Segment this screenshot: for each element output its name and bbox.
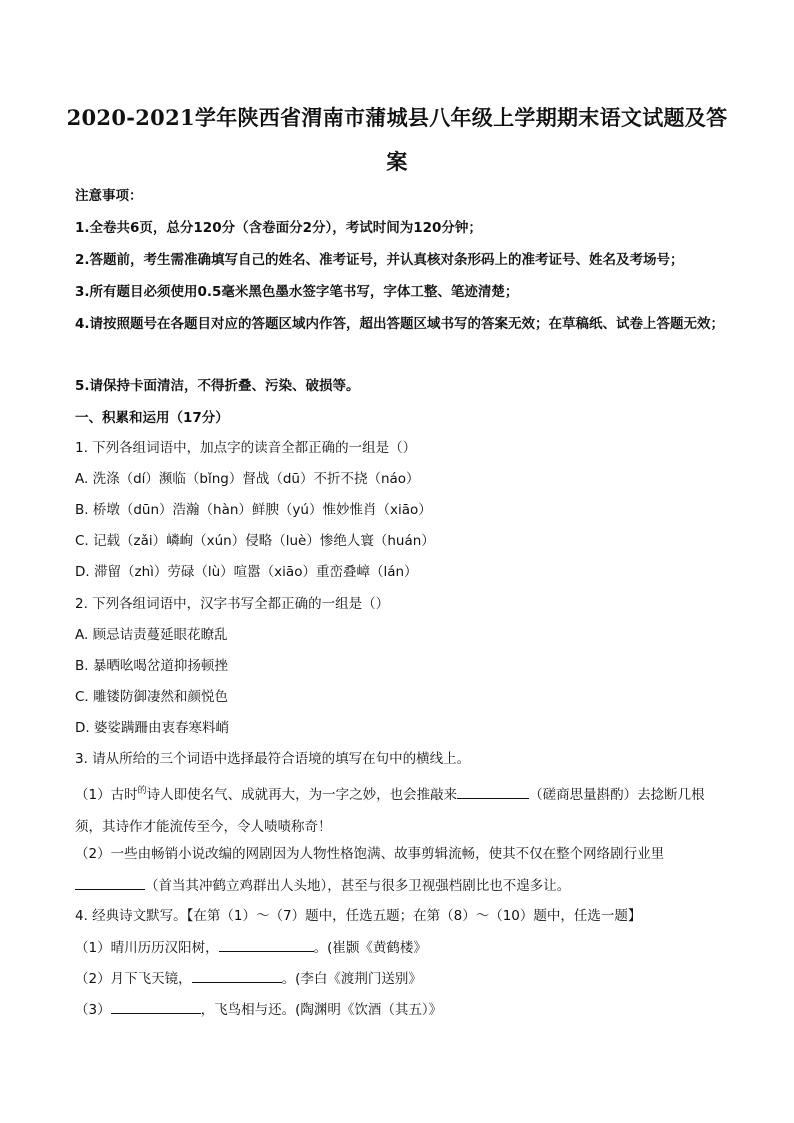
notice-item-5: 5.请保持卡面清洁，不得折叠、污染、破损等。 (75, 378, 360, 394)
q4-l2-text-a: （2）月下飞天镜， (75, 971, 192, 987)
q4-l3-text-b: ，飞鸟相与还。(陶渊明《饮酒（其五）》 (200, 1002, 443, 1018)
q4-l1-text-b: 。(崔颢《黄鹤楼》 (313, 940, 427, 956)
document-title: 2020-2021学年陕西省渭南市蒲城县八年级上学期期末语文试题及答案 (66, 105, 728, 174)
q1-option-c: C. 记载（zǎi）嶙峋（xún）侵略（luè）惨绝人寰（huán） (75, 533, 435, 549)
q4-stem: 4. 经典诗文默写。【在第（1）～（7）题中，任选五题；在第（8）～（10）题中，任选一题】 (75, 908, 642, 924)
q4-item-1 (75, 937, 725, 958)
q3-p1-text-a: （1）古时 (75, 787, 138, 803)
q2-option-c: C. 雕镂防御凄然和颜悦色 (75, 689, 229, 705)
q2-option-d: D. 婆娑蹒跚由衷春寒料峭 (75, 720, 229, 736)
q2-option-a: A. 顾忌诘责蔓延眼花瞭乱 (75, 627, 228, 643)
q4-l3-answer-blank[interactable] (111, 999, 201, 1014)
notice-item-1: 1.全卷共6页，总分120分（含卷面分2分），考试时间为120分钟； (75, 220, 482, 236)
q3-stem: 3. 请从所给的三个词语中选择最符合语境的填写在句中的横线上。 (75, 751, 471, 767)
q1-stem: 1. 下列各组词语中，加点字的读音全都正确的一组是（） (75, 440, 417, 456)
q4-item-3 (75, 999, 725, 1020)
q2-option-b: B. 暴晒吆喝岔道抑扬顿挫 (75, 658, 228, 674)
q1-option-b: B. 桥墩（dūn）浩瀚（hàn）鲜腴（yú）惟妙惟肖（xiāo） (75, 502, 432, 518)
q4-l1-answer-blank[interactable] (219, 937, 314, 952)
q3-p1-answer-blank[interactable] (457, 784, 529, 799)
q3-part-2 (75, 838, 725, 902)
q4-l1-text-a: （1）晴川历历汉阳树， (75, 940, 219, 956)
notice-item-3: 3.所有题目必须使用0.5毫米黑色墨水签字笔书写，字体工整、笔迹清楚； (75, 284, 519, 300)
notice-heading: 注意事项： (75, 188, 143, 204)
q3-p2-text-b: （首当其冲鹤立鸡群出人头地），甚至与很多卫视强档剧比也不遑多让。 (145, 878, 571, 894)
notice-item-4: 4.请按照题号在各题目对应的答题区域内作答，超出答题区域书写的答案无效；在草稿纸、试卷上答题无效； (75, 316, 725, 332)
q4-l2-text-b: 。(李白《渡荆门送别》 (281, 971, 422, 987)
q3-part-1 (75, 775, 725, 843)
q3-p1-text-c: （磋商思量斟酌）去捻断几根须，其诗作才能流传至今，令人啧啧称奇！ (75, 787, 705, 835)
q1-option-d: D. 滞留（zhì）劳碌（lù）喧嚣（xiāo）重峦叠嶂（lán） (75, 564, 418, 580)
q4-l2-answer-blank[interactable] (192, 968, 282, 983)
q3-p1-text-b: 诗人即使名气、成就再大，为一字之妙，也会推敲来 (146, 787, 458, 803)
q4-item-2 (75, 968, 725, 989)
q4-l3-text-a: （3） (75, 1002, 111, 1018)
q3-p1-superscript: 的 (137, 786, 147, 796)
q1-option-a: A. 洗涤（dí）濒临（bǐng）督战（dū）不折不挠（náo） (75, 471, 420, 487)
q3-p2-text-a: （2）一些由畅销小说改编的网剧因为人物性格饱满、故事剪辑流畅，使其不仅在整个网络剧行业里 (75, 846, 665, 862)
q2-stem: 2. 下列各组词语中，汉字书写全都正确的一组是（） (75, 596, 390, 612)
q3-p2-answer-blank[interactable] (75, 875, 145, 890)
section-heading: 一、积累和运用（17分） (75, 410, 229, 426)
notice-item-2: 2.答题前，考生需准确填写自己的姓名、准考证号，并认真核对条形码上的准考证号、姓名及考场号； (75, 252, 684, 268)
